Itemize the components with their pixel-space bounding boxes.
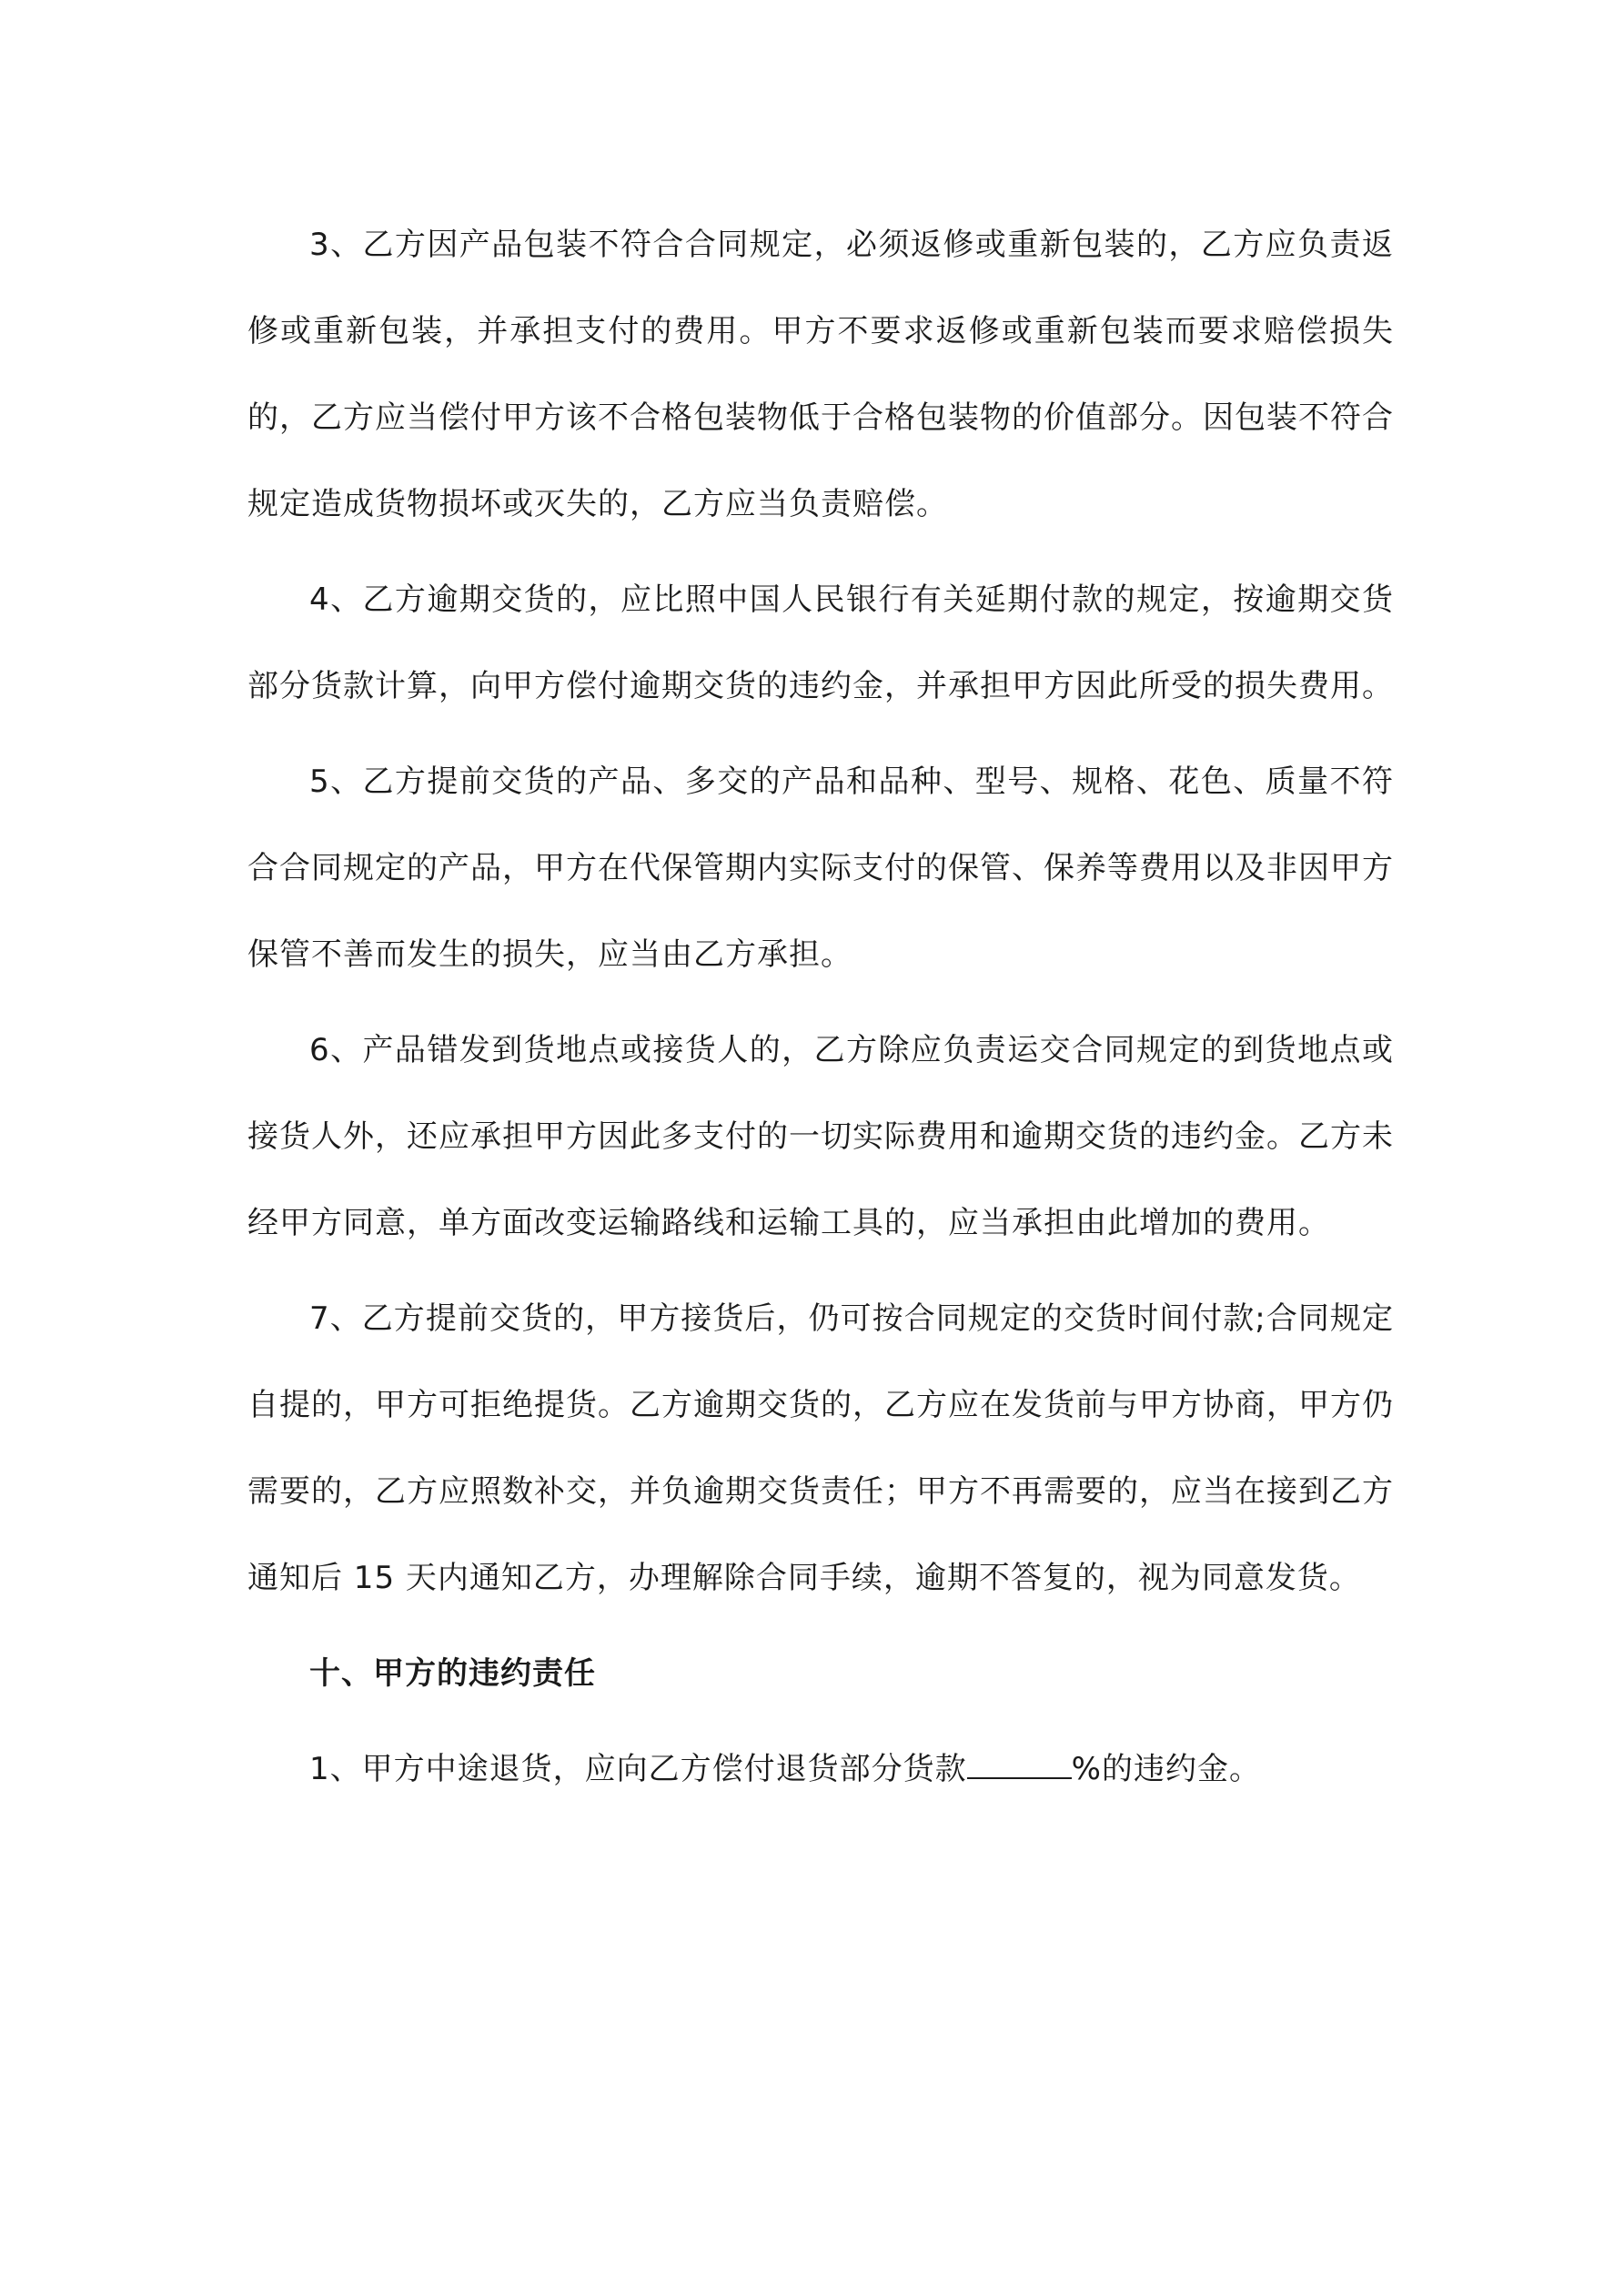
clause-4-paragraph: 4、乙方逾期交货的，应比照中国人民银行有关延期付款的规定，按逾期交货部分货款计算，向甲方偿付逾期交货的违约金，并承担甲方因此所受的损失费用。 xyxy=(247,582,1394,704)
party-a-clause-1-paragraph xyxy=(247,1726,1394,1813)
clause-7-paragraph: 7、乙方提前交货的，甲方接货后，仍可按合同规定的交货时间付款;合同规定自提的，甲方可拒绝提货。乙方逾期交货的，乙方应在发货前与甲方协商，甲方仍需要的，乙方应照数补交，并负逾期交货责任；甲方不再需要的，应当在接到乙方通知后 15 天内通知乙方，办理解除合同手续，逾期不答复的，视为同意发货。 xyxy=(247,1300,1394,1596)
clause-3-paragraph: 3、乙方因产品包装不符合合同规定，必须返修或重新包装的，乙方应负责返修或重新包装，并承担支付的费用。甲方不要求返修或重新包装而要求赔偿损失的，乙方应当偿付甲方该不合格包装物低于合格包装物的价值部分。因包装不符合规定造成货物损坏或灭失的，乙方应当负责赔偿。 xyxy=(247,227,1394,522)
percentage-blank[interactable] xyxy=(967,1750,1072,1779)
document-body xyxy=(247,202,1394,1822)
clause-6-paragraph: 6、产品错发到货地点或接货人的，乙方除应负责运交合同规定的到货地点或接货人外，还应承担甲方因此多支付的一切实际费用和逾期交货的违约金。乙方未经甲方同意，单方面改变运输路线和运输工具的，应当承担由此增加的费用。 xyxy=(247,1032,1394,1241)
clause-1-prefix: 1、甲方中途退货，应向乙方偿付退货部分货款 xyxy=(309,1751,967,1787)
clause-5-paragraph: 5、乙方提前交货的产品、多交的产品和品种、型号、规格、花色、质量不符合合同规定的产品，甲方在代保管期内实际支付的保管、保养等费用以及非因甲方保管不善而发生的损失，应当由乙方承担。 xyxy=(247,764,1394,973)
clause-1-suffix: %的违约金。 xyxy=(1071,1751,1261,1787)
section-heading: 十、甲方的违约责任 xyxy=(309,1655,596,1692)
